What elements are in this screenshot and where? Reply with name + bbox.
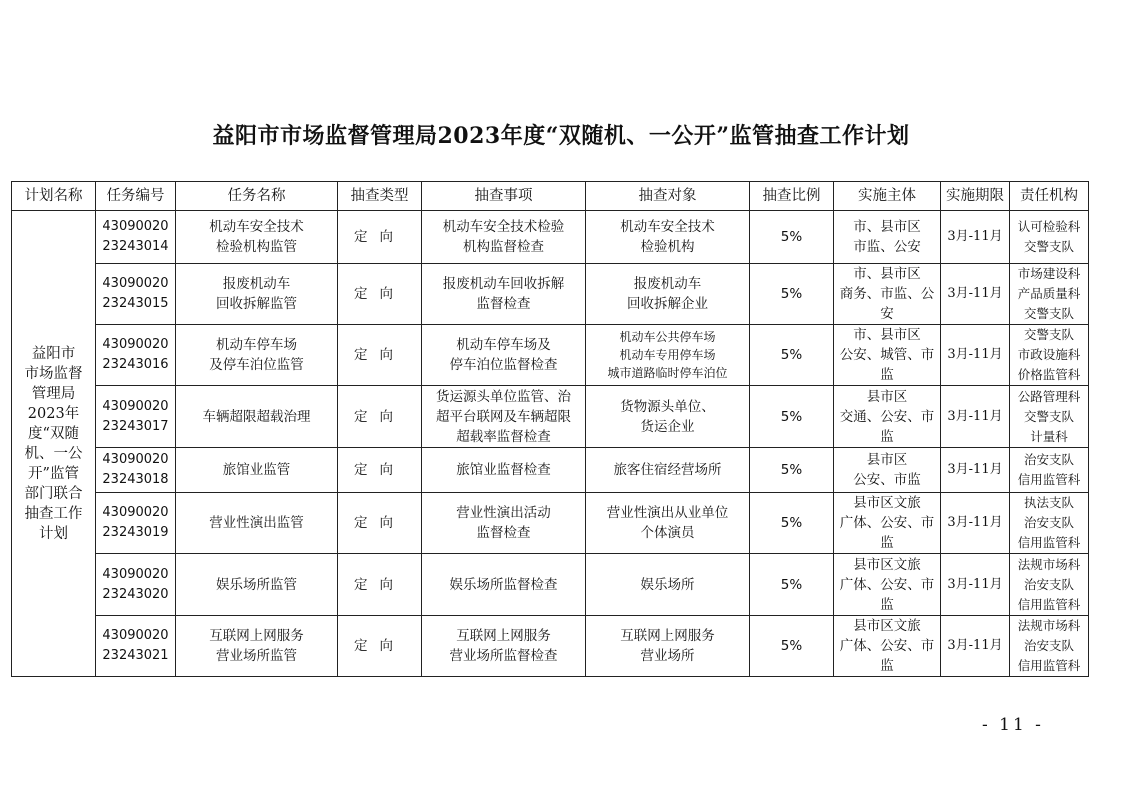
cell-line: 法规市场科 [1017, 556, 1081, 572]
implementing-body-cell [834, 264, 941, 325]
cell-line: 23243019 [102, 525, 169, 540]
cell-line: 营业性演出从业单位 [606, 505, 729, 521]
cell-line: 公安、市监 [853, 472, 921, 488]
cell-line: 治安支队 [1023, 638, 1074, 653]
inspection-target-cell [586, 211, 750, 264]
column-header: 任务编号 [96, 182, 176, 211]
task-number-cell [96, 493, 176, 554]
inspection-ratio-cell: 5% [750, 325, 834, 386]
cell-line: 营业性演出活动 [456, 505, 551, 521]
task-name-cell [176, 616, 338, 677]
cell-line: 广体、公安、市监 [839, 515, 935, 551]
table-row [12, 448, 1089, 493]
cell-line: 市政设施科 [1017, 347, 1081, 362]
cell-line: 开”监管 [28, 465, 79, 482]
cell-line: 县市区文旅 [853, 556, 921, 573]
inspection-target-cell [586, 264, 750, 325]
cell-line: 执法支队 [1023, 495, 1074, 510]
cell-line: 超载率监督检查 [456, 428, 551, 445]
cell-line: 营业性演出监管 [209, 515, 304, 531]
responsible-unit-cell [1010, 448, 1089, 493]
inspection-item-cell [422, 554, 586, 616]
task-name-cell [176, 554, 338, 616]
cell-line: 停车泊位监督检查 [449, 357, 558, 373]
cell-line: 23243014 [102, 239, 169, 254]
responsible-unit-cell [1010, 211, 1089, 264]
inspection-type-cell: 定向 [338, 325, 422, 386]
task-name-cell [176, 493, 338, 554]
cell-line: 23243018 [102, 472, 169, 487]
task-number-cell [96, 325, 176, 386]
cell-line: 交警支队 [1023, 408, 1074, 424]
column-header: 计划名称 [12, 182, 96, 211]
cell-line: 抽查工作 [24, 505, 83, 522]
cell-line: 市、县市区 [853, 266, 921, 282]
responsible-unit-cell [1010, 554, 1089, 616]
inspection-item-cell [422, 493, 586, 554]
implementation-period-cell: 3月-11月 [941, 616, 1010, 677]
cell-line: 检验机构监管 [216, 239, 297, 255]
cell-line: 43090020 [102, 337, 169, 352]
cell-line: 机动车安全技术 [209, 219, 304, 235]
cell-line: 机动车停车场及 [456, 337, 551, 353]
cell-line: 报废机动车回收拆解 [442, 276, 565, 292]
cell-line: 43090020 [102, 452, 169, 467]
cell-line: 车辆超限超载治理 [202, 408, 311, 425]
column-header: 抽查对象 [586, 182, 750, 211]
cell-line: 报废机动车 [633, 276, 702, 292]
cell-line: 2023年 [27, 405, 80, 422]
implementation-period-cell: 3月-11月 [941, 386, 1010, 448]
cell-line: 机构监督检查 [463, 239, 544, 255]
implementation-period-cell: 3月-11月 [941, 211, 1010, 264]
cell-line: 治安支队 [1023, 452, 1074, 467]
task-name-cell [176, 325, 338, 386]
cell-line: 货运企业 [640, 418, 695, 435]
inspection-type-cell: 定向 [338, 448, 422, 493]
cell-line: 娱乐场所监管 [216, 576, 297, 593]
cell-line: 互联网上网服务 [209, 628, 304, 644]
implementation-period-cell: 3月-11月 [941, 448, 1010, 493]
cell-line: 机动车安全技术 [620, 219, 715, 235]
implementation-period-cell: 3月-11月 [941, 325, 1010, 386]
inspection-type-cell: 定向 [338, 616, 422, 677]
cell-line: 货物源头单位、 [620, 398, 715, 415]
cell-line: 治安支队 [1023, 515, 1074, 530]
inspection-plan-table [11, 181, 1089, 677]
inspection-target-cell [586, 448, 750, 493]
cell-line: 43090020 [102, 398, 169, 414]
cell-line: 公路管理科 [1017, 388, 1081, 404]
responsible-unit-cell [1010, 493, 1089, 554]
table-row [12, 386, 1089, 448]
cell-line: 43090020 [102, 219, 169, 234]
inspection-ratio-cell: 5% [750, 554, 834, 616]
inspection-item-cell [422, 325, 586, 386]
cell-line: 治安支队 [1023, 576, 1074, 592]
inspection-target-cell [586, 386, 750, 448]
cell-line: 度“双随 [28, 425, 79, 442]
cell-line: 管理局 [31, 385, 76, 402]
cell-line: 信用监管科 [1017, 658, 1081, 673]
inspection-target-cell [586, 325, 750, 386]
task-name-cell [176, 386, 338, 448]
cell-line: 交警支队 [1023, 306, 1074, 321]
column-header: 实施主体 [834, 182, 941, 211]
column-header: 责任机构 [1010, 182, 1089, 211]
implementing-body-cell [834, 554, 941, 616]
implementing-body-cell [834, 325, 941, 386]
cell-line: 回收拆解监管 [216, 296, 297, 312]
task-name-cell [176, 264, 338, 325]
cell-line: 23243021 [102, 648, 169, 663]
cell-line: 益阳市 [31, 345, 76, 362]
cell-line: 娱乐场所 [640, 576, 695, 593]
table-row [12, 493, 1089, 554]
cell-line: 市场建设科 [1017, 266, 1081, 281]
page-title: 益阳市市场监督管理局2023年度“双随机、一公开”监管抽查工作计划 [212, 123, 910, 149]
implementing-body-cell [834, 616, 941, 677]
cell-line: 机动车安全技术检验 [442, 219, 565, 235]
task-number-cell [96, 554, 176, 616]
task-name-cell [176, 211, 338, 264]
cell-line: 互联网上网服务 [456, 628, 551, 644]
table-row [12, 554, 1089, 616]
cell-line: 个体演员 [640, 525, 695, 541]
table-row [12, 616, 1089, 677]
cell-line: 营业场所监管 [216, 648, 297, 664]
task-number-cell [96, 616, 176, 677]
cell-line: 广体、公安、市监 [839, 576, 935, 613]
cell-line: 娱乐场所监督检查 [449, 576, 558, 593]
inspection-item-cell [422, 616, 586, 677]
cell-line: 超平台联网及车辆超限 [436, 408, 571, 425]
cell-line: 43090020 [102, 566, 169, 582]
cell-line: 价格监管科 [1017, 367, 1081, 382]
implementation-period-cell: 3月-11月 [941, 493, 1010, 554]
inspection-ratio-cell: 5% [750, 493, 834, 554]
inspection-ratio-cell: 5% [750, 211, 834, 264]
cell-line: 市监、公安 [853, 239, 921, 255]
cell-line: 互联网上网服务 [620, 628, 715, 644]
cell-line: 旅客住宿经营场所 [613, 462, 722, 478]
inspection-type-cell: 定向 [338, 211, 422, 264]
inspection-ratio-cell: 5% [750, 616, 834, 677]
inspection-ratio-cell: 5% [750, 386, 834, 448]
cell-line: 信用监管科 [1017, 596, 1081, 612]
column-header: 抽查事项 [422, 182, 586, 211]
cell-line: 公安、城管、市监 [839, 347, 935, 383]
table-header-row [12, 182, 1089, 211]
cell-line: 信用监管科 [1017, 472, 1081, 487]
cell-line: 机、一公 [24, 445, 83, 462]
cell-line: 及停车泊位监管 [209, 357, 304, 373]
task-name-cell [176, 448, 338, 493]
cell-line: 县市区 [866, 388, 908, 405]
cell-line: 23243016 [102, 357, 169, 372]
cell-line: 信用监管科 [1017, 535, 1081, 550]
implementing-body-cell [834, 211, 941, 264]
cell-line: 旅馆业监管 [222, 462, 291, 478]
task-number-cell [96, 264, 176, 325]
cell-line: 交警支队 [1023, 327, 1074, 342]
column-header: 抽查类型 [338, 182, 422, 211]
plan-name-cell [12, 211, 96, 677]
implementation-period-cell: 3月-11月 [941, 554, 1010, 616]
cell-line: 43090020 [102, 276, 169, 291]
cell-line: 机动车专用停车场 [619, 348, 716, 362]
inspection-type-cell: 定向 [338, 493, 422, 554]
implementing-body-cell [834, 448, 941, 493]
table-row [12, 325, 1089, 386]
cell-line: 交通、公安、市监 [839, 408, 935, 445]
table-row [12, 211, 1089, 264]
cell-line: 报废机动车 [222, 276, 291, 292]
implementing-body-cell [834, 493, 941, 554]
inspection-target-cell [586, 616, 750, 677]
cell-line: 市场监督 [24, 365, 83, 382]
inspection-type-cell: 定向 [338, 264, 422, 325]
cell-line: 广体、公安、市监 [839, 638, 935, 674]
inspection-target-cell [586, 493, 750, 554]
inspection-type-cell: 定向 [338, 554, 422, 616]
cell-line: 营业场所 [640, 648, 695, 664]
cell-line: 回收拆解企业 [627, 296, 708, 312]
cell-line: 产品质量科 [1017, 286, 1081, 301]
responsible-unit-cell [1010, 325, 1089, 386]
inspection-ratio-cell: 5% [750, 448, 834, 493]
responsible-unit-cell [1010, 386, 1089, 448]
cell-line: 城市道路临时停车泊位 [607, 366, 728, 380]
cell-line: 23243015 [102, 296, 169, 311]
cell-line: 交警支队 [1023, 239, 1074, 254]
cell-line: 县市区文旅 [853, 618, 921, 634]
cell-line: 23243017 [102, 418, 169, 434]
cell-line: 县市区文旅 [853, 495, 921, 511]
cell-line: 货运源头单位监管、治 [436, 388, 571, 405]
inspection-ratio-cell: 5% [750, 264, 834, 325]
responsible-unit-cell [1010, 616, 1089, 677]
cell-line: 法规市场科 [1017, 618, 1081, 633]
table-row [12, 264, 1089, 325]
cell-line: 市、县市区 [853, 219, 921, 235]
column-header: 抽查比例 [750, 182, 834, 211]
cell-line: 计划 [39, 525, 68, 542]
cell-line: 机动车停车场 [216, 337, 297, 353]
cell-line: 市、县市区 [853, 327, 921, 343]
responsible-unit-cell [1010, 264, 1089, 325]
task-number-cell [96, 448, 176, 493]
inspection-item-cell [422, 448, 586, 493]
task-number-cell [96, 386, 176, 448]
cell-line: 43090020 [102, 505, 169, 520]
cell-line: 机动车公共停车场 [619, 330, 716, 344]
cell-line: 23243020 [102, 586, 169, 602]
cell-line: 监督检查 [476, 296, 531, 312]
cell-line: 商务、市监、公安 [839, 286, 935, 322]
implementation-period-cell: 3月-11月 [941, 264, 1010, 325]
implementing-body-cell [834, 386, 941, 448]
cell-line: 43090020 [102, 628, 169, 643]
cell-line: 检验机构 [640, 239, 695, 255]
inspection-type-cell: 定向 [338, 386, 422, 448]
cell-line: 计量科 [1030, 428, 1068, 444]
cell-line: 旅馆业监督检查 [456, 462, 551, 478]
cell-line: 部门联合 [24, 485, 83, 502]
cell-line: 县市区 [866, 452, 908, 468]
page-number: - 11 - [982, 715, 1044, 735]
column-header: 任务名称 [176, 182, 338, 211]
inspection-item-cell [422, 264, 586, 325]
task-number-cell [96, 211, 176, 264]
column-header: 实施期限 [941, 182, 1010, 211]
cell-line: 认可检验科 [1017, 219, 1081, 234]
inspection-target-cell [586, 554, 750, 616]
inspection-item-cell [422, 386, 586, 448]
inspection-item-cell [422, 211, 586, 264]
cell-line: 营业场所监督检查 [449, 648, 558, 664]
cell-line: 监督检查 [476, 525, 531, 541]
